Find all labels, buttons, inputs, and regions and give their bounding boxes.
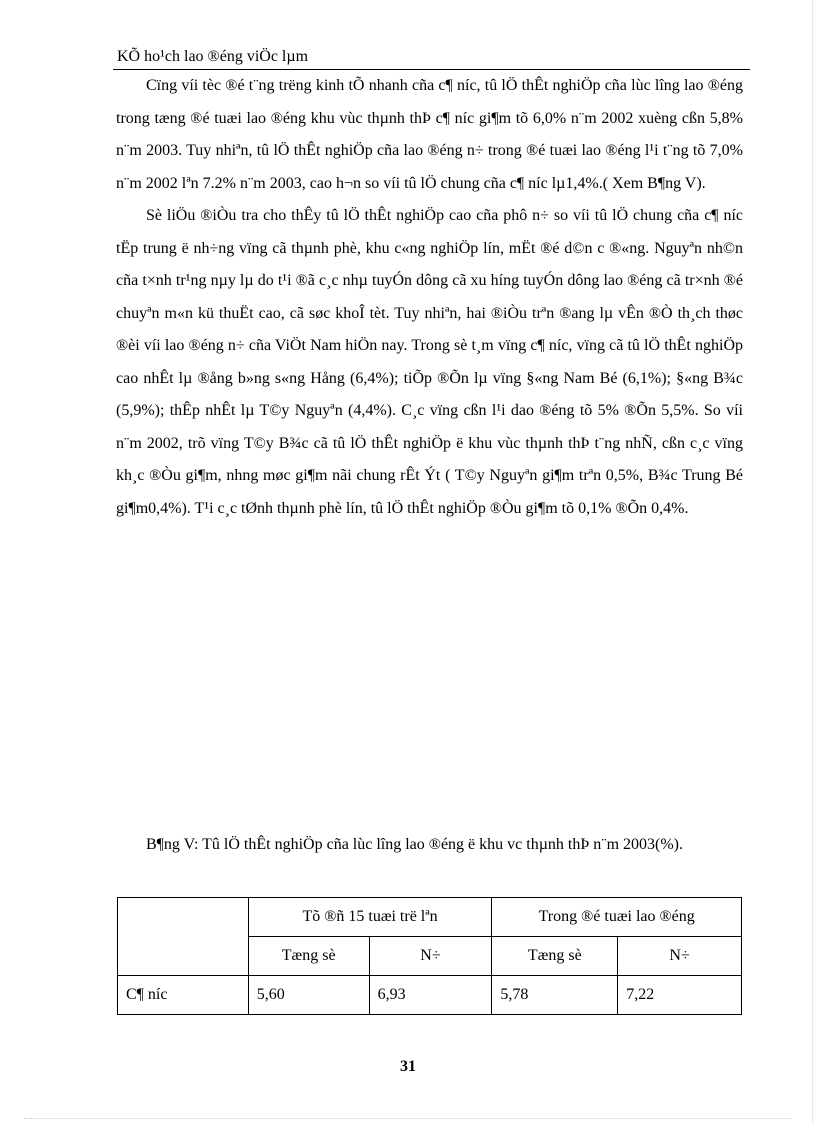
header-age-15-plus: Tõ ®ñ 15 tuæi trë lªn: [248, 898, 492, 937]
unemployment-table: [117, 897, 742, 1015]
table-corner-cell: [118, 898, 249, 976]
cell-total-working-age: 5,78: [492, 976, 618, 1015]
bottom-dotted-border: [24, 1118, 792, 1119]
cell-female-working-age: 7,22: [618, 976, 742, 1015]
cell-total-15-plus: 5,60: [248, 976, 369, 1015]
header-title: KÕ ho¹ch lao ®éng viÖc lµm: [117, 48, 309, 65]
paragraph-2: Sè liÖu ®iÒu tra cho thÊy tû lÖ thÊt nghiÖp cao cña phô n÷ so víi tû lÖ chung cña c¶ níc tËp trung ë nh÷ng vïng cã thµnh phè, khu c«ng nghiÖp lín, mËt ®é d©n c ®«ng. Nguyªn nh©n cña t×nh tr¹ng nµy lµ do t¹i ®ã c¸c nhµ tuyÓn dông cã xu híng tuyÓn dông lao ®éng cã tr×nh ®é chuyªn m«n kü thuËt cao, cã søc khoÎ tèt. Tuy nhiªn, hai ®iÒu trªn ®ang lµ vÊn ®Ò th¸ch thøc ®èi víi lao ®éng n÷ cña ViÖt Nam hiÖn nay. Trong sè t¸m vïng c¶ níc, vïng cã tû lÖ thÊt nghiÖp cao nhÊt lµ ®ång b»ng s«ng Hång (6,4%); tiÕp ®Õn lµ vïng §«ng Nam Bé (6,1%); §«ng B¾c (5,9%); thÊp nhÊt lµ T©y Nguyªn (4,4%). C¸c vïng cßn l¹i dao ®éng tõ 5% ®Õn 5,5%. So víi n¨m 2002, trõ vïng T©y B¾c cã tû lÖ thÊt nghiÖp ë khu vùc thµnh thÞ t¨ng nhÑ, cßn c¸c vïng kh¸c ®Òu gi¶m, nhng møc gi¶m nãi chung rÊt Ýt ( T©y Nguyªn gi¶m trªn 0,5%, B¾c Trung Bé gi¶m0,4%). T¹i c¸c tØnh thµnh phè lín, tû lÖ thÊt nghiÖp ®Òu gi¶m tõ 0,1% ®Õn 0,4%.: [116, 207, 743, 517]
table-header-row-groups: [118, 898, 742, 937]
right-dotted-border: [812, 0, 813, 1123]
subheader-total-1: Tæng sè: [248, 937, 369, 976]
header-working-age: Trong ®é tuæi lao ®éng: [492, 898, 742, 937]
subheader-total-2: Tæng sè: [492, 937, 618, 976]
page-number: 31: [400, 1058, 416, 1075]
row-label: C¶ níc: [118, 976, 249, 1015]
cell-female-15-plus: 6,93: [369, 976, 492, 1015]
paragraph-1: Cïng víi tèc ®é t¨ng trëng kinh tÕ nhanh cña c¶ níc, tû lÖ thÊt nghiÖp cña lùc lîng lao ®éng trong tæng ®é tuæi lao ®éng khu vùc thµnh thÞ c¶ níc gi¶m tõ 6,0% n¨m 2002 xuèng cßn 5,8% n¨m 2003. Tuy nhiªn, tû lÖ thÊt nghiÖp cña lao ®éng n÷ trong ®é tuæi lao ®éng l¹i t¨ng tõ 7,0% n¨m 2002 lªn 7.2% n¨m 2003, cao h¬n so víi tû lÖ chung cña c¶ níc lµ1,4%.( Xem B¶ng V).: [116, 77, 743, 192]
table-row: [118, 976, 742, 1015]
body-text: [116, 70, 743, 525]
table-caption: B¶ng V: Tû lÖ thÊt nghiÖp cña lùc lîng lao ®éng ë khu vc thµnh thÞ n¨m 2003(%).: [146, 836, 684, 853]
subheader-female-2: N÷: [618, 937, 742, 976]
subheader-female-1: N÷: [369, 937, 492, 976]
page-header: [117, 46, 749, 68]
